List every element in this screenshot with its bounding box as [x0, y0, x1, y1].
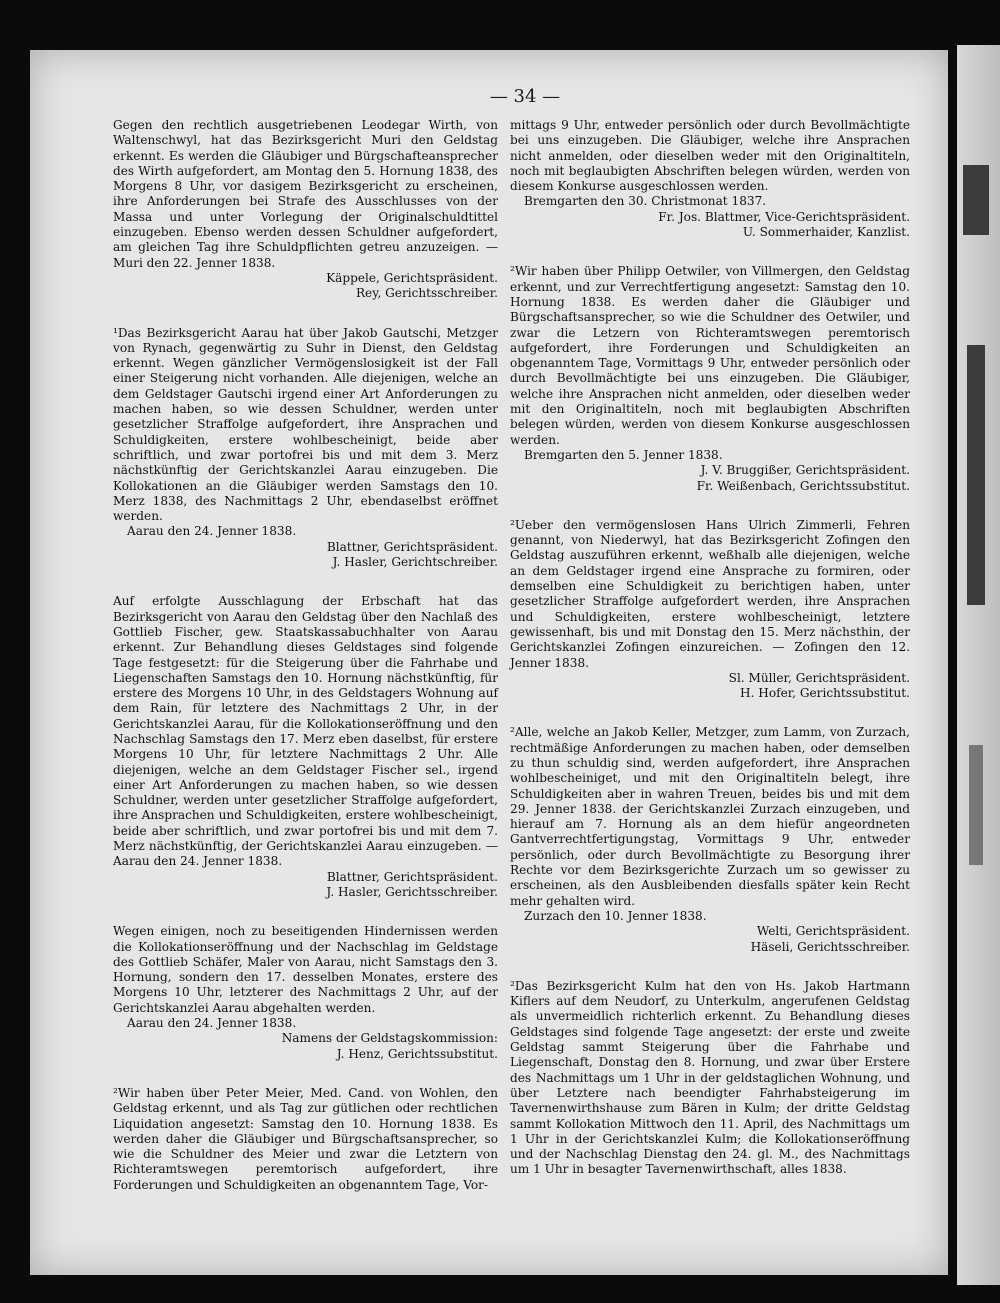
place-date: Bremgarten den 5. Jenner 1838.: [524, 447, 723, 462]
signature-line: Fr. Weißenbach, Gerichtssubstitut.: [696, 478, 910, 493]
notice: [510, 979, 910, 1178]
notice-body: mittags 9 Uhr, entweder persönlich oder durch Bevollmächtigte bei uns einzugeben. Die Gläubiger, welche ihre Ansprachen nicht anmelden, oder dieselben weder mit den Originaltiteln, noch mit beglaubigten Abschriften belegen würden, werden von diesem Konkurse ausgeschlossen werden.: [510, 118, 910, 194]
notice: [510, 118, 910, 240]
signature-line: J. Henz, Gerichtssubstitut.: [336, 1046, 498, 1061]
notice-body: ²Wir haben über Peter Meier, Med. Cand. von Wohlen, den Geldstag erkennt, und als Tag zur gütlichen oder rechtlichen Liquidation angesetzt: Samstag den 10. Hornung 1838. Es werden daher die Gläubiger und Bürgschaftsansprecher, so wie die Schuldner des Meier und zwar die Letztern von Richteramtswegen peremtorisch aufgefordert, ihre Forderungen und Schuldigkeiten an obgenanntem Tage, Vor-: [113, 1085, 498, 1192]
notice: [510, 518, 910, 702]
signature-line: Fr. Jos. Blattmer, Vice-Gerichtspräsident.: [658, 209, 910, 224]
page-number: — 34 —: [489, 86, 561, 107]
notice: [113, 326, 498, 571]
notice: [510, 725, 910, 954]
notice: [113, 924, 498, 1062]
signature-line: Rey, Gerichtsschreiber.: [355, 286, 498, 301]
notice: [113, 1086, 498, 1193]
notice-body: Auf erfolgte Ausschlagung der Erbschaft hat das Bezirksgericht von Aarau den Geldstag über den Nachlaß des Gottlieb Fischer, gew. Staatskassabuchhalter von Aarau erkennt. Zur Behandlung dieses Geldstages sind folgende Tage festgesetzt: für die Steigerung über die Fahrhabe und Liegenschaften Samstags den 10. Hornung nächstkünftig, für erstere des Morgens 10 Uhr, in des Geldstagers Wohnung auf dem Rain, für letztere des Nachmittags 2 Uhr, in der Gerichtskanzlei Aarau, für die Kollokationseröffnung und den Nachschlag Samstags den 17. Merz eben daselbst, für erstere Morgens 10 Uhr, für letztere Nachmittags 2 Uhr. Alle diejenigen, welche an dem Geldstager Fischer sel., irgend einer Art Anforderungen zu machen haben, so wie dessen Schuldner, werden unter gesetzlicher Straffolge aufgefordert, ihre Ansprachen und Schuldigkeiten, erstere wohlbescheinigt, beide aber schriftlich, und zwar portofrei bis und mit dem 7. Merz nächstkünftig, der Gerichtskanzlei Aarau einzugeben. — Aarau den 24. Jenner 1838.: [113, 594, 498, 869]
signature-line: Sl. Müller, Gerichtspräsident.: [728, 670, 910, 685]
signature-line: Häseli, Gerichtsschreiber.: [750, 939, 910, 954]
notice: [113, 118, 498, 302]
signature-line: Welti, Gerichtspräsident.: [756, 924, 910, 939]
signature-line: J. Hasler, Gerichtsschreiber.: [326, 884, 498, 899]
notice-body: ²Alle, welche an Jakob Keller, Metzger, zum Lamm, von Zurzach, rechtmäßige Anforderungen zu machen haben, oder demselben zu thun schuldig sind, werden aufgefordert, ihre Ansprachen wohlbescheiniget, und mit den Originaltiteln belegt, ihre Schuldigkeiten aber in wahren Treuen, beides bis und mit dem 29. Jenner 1838. der Gerichtskanzlei Zurzach einzugeben, und hierauf am 7. Hornung als an dem hiefür angeordneten Gantverrechtfertigungstag, Vormittags 9 Uhr, entweder persönlich, oder durch Bevollmächtigte zu Besorgung ihrer Rechte vor dem Bezirksgerichte Zurzach um so gewisser zu erscheinen, als den Ausbleibenden diesfalls später kein Recht mehr gehalten wird.: [510, 725, 910, 908]
notice: [113, 594, 498, 900]
notice-body: ²Ueber den vermögenslosen Hans Ulrich Zimmerli, Fehren genannt, von Niederwyl, hat das Bezirksgericht Zofingen den Geldstag auszuführen erkennt, weßhalb alle diejenigen, welche an dem Geldstager irgend eine Ansprache zu formiren, oder demselben eine Schuldigkeit zu berichtigen haben, unter gesetzlicher Straffolge aufgefordert werden, ihre Ansprachen und Schuldigkeiten, erstere wohlbescheinigt, letztere gewissenhaft, bis und mit Donstag den 15. Merz nächsthin, der Gerichtskanzlei Zofingen einzureichen. — Zofingen den 12. Jenner 1838.: [510, 517, 910, 670]
signature-line: J. Hasler, Gerichtschreiber.: [332, 555, 498, 570]
notice: [510, 264, 910, 493]
left-column: [113, 118, 498, 1217]
signature-line: U. Sommerhaider, Kanzlist.: [742, 225, 910, 240]
place-date: Bremgarten den 30. Christmonat 1837.: [524, 194, 767, 209]
signature-line: Käppele, Gerichtspräsident.: [326, 270, 498, 285]
notice-body: ²Wir haben über Philipp Oetwiler, von Villmergen, den Geldstag erkennt, und zur Verrechtfertigung angesetzt: Samstag den 10. Hornung 1838. Es werden daher die Gläubiger und Bürgschaftsansprecher, so wie die Schuldner des Oetwiler, und zwar die Letzern von Richteramtswegen peremtorisch aufgefordert, ihre Forderungen und Schuldigkeiten an obgenanntem Tage, Vormittags 9 Uhr, entweder persönlich oder durch Bevollmächtigte bei uns einzugeben. Die Gläubiger, welche ihre Ansprachen nicht anmelden, oder dieselben weder mit den Originaltiteln, noch mit beglaubigten Abschriften belegen würden, werden von diesem Konkurse ausgeschlossen werden.: [510, 264, 910, 447]
adjacent-page-edge: [957, 45, 1000, 1285]
notice-body: ¹Das Bezirksgericht Aarau hat über Jakob Gautschi, Metzger von Rynach, gegenwärtig zu Suhr in Dienst, den Geldstag erkennt. Wegen gänzlicher Vermögenslosigkeit ist der Fall einer Steigerung nicht vorhanden. Alle diejenigen, welche an dem Geldstager Gautschi irgend einer Art Anforderungen zu machen haben, so wie dessen Schuldner, werden unter gesetzlicher Straffolge aufgefordert, ihre Ansprachen und Schuldigkeiten, erstere wohlbescheinigt, beide aber schriftlich, und zwar portofrei bis und mit dem 3. Merz nächstkünftig der Gerichtskanzlei Aarau einzugeben. Die Kollokationen an die Gläubiger werden Samstags den 10. Merz 1838, des Nachmittags 2 Uhr, ebendaselbst eröffnet werden.: [113, 325, 498, 524]
notice-body: Gegen den rechtlich ausgetriebenen Leodegar Wirth, von Waltenschwyl, hat das Bezirksgericht Muri den Geldstag erkennt. Es werden die Gläubiger und Bürgschafteansprecher des Wirth aufgefordert, am Montag den 5. Hornung 1838, des Morgens 8 Uhr, vor dasigem Bezirksgericht zu erscheinen, ihre Anforderungen bei Strafe des Ausschlusses von der Massa und unter Vorlegung der Originalschuldtittel einzugeben. Ebenso werden dessen Schuldner aufgefordert, am gleichen Tag ihre Schuldpflichten getreu anzuzeigen. — Muri den 22. Jenner 1838.: [113, 118, 498, 270]
signature-line: Namens der Geldstagskommission:: [281, 1031, 498, 1046]
notice-body: Wegen einigen, noch zu beseitigenden Hindernissen werden die Kollokationseröffnung und der Nachschlag im Geldstage des Gottlieb Schäfer, Maler von Aarau, nicht Samstags den 3. Hornung, sondern den 17. desselben Monates, erstere des Morgens 10 Uhr, letzterer des Nachmittags 2 Uhr, auf der Gerichtskanzlei Aarau abgehalten werden.: [113, 924, 498, 1015]
place-date: Zurzach den 10. Jenner 1838.: [524, 908, 707, 923]
signature-line: Blattner, Gerichtspräsident.: [326, 539, 498, 554]
signature-line: J. V. Bruggißer, Gerichtspräsident.: [700, 463, 910, 478]
right-column: [510, 118, 910, 1202]
place-date: Aarau den 24. Jenner 1838.: [127, 524, 297, 539]
signature-line: H. Hofer, Gerichtssubstitut.: [740, 686, 910, 701]
place-date: Aarau den 24. Jenner 1838.: [127, 1016, 297, 1031]
notice-body: ²Das Bezirksgericht Kulm hat den von Hs. Jakob Hartmann Kiflers auf dem Neudorf, zu Unterkulm, angerufenen Geldstag als unvermeidlich richterlich erkennt. Zu Behandlung dieses Geldstages sind folgende Tage angesetzt: der erste und zweite Geldstag sammt Steigerung über die Fahrhabe und Liegenschaft, Donstag den 8. Hornung, und zwar über Erstere des Nachmittags um 1 Uhr in der geldstaglichen Wohnung, und über Letztere nach beendigter Fahrhabsteigerung im Tavernenwirthshause zum Bären in Kulm; der dritte Geldstag sammt Kollokation Mittwoch den 11. April, des Nachmittags um 1 Uhr in der Gerichtskanzlei Kulm; die Kollokationseröffnung und der Nachschlag Dienstag den 24. gl. M., des Nachmittags um 1 Uhr in besagter Tavernenwirthschaft, alles 1838.: [510, 978, 910, 1177]
signature-line: Blattner, Gerichtspräsident.: [326, 869, 498, 884]
